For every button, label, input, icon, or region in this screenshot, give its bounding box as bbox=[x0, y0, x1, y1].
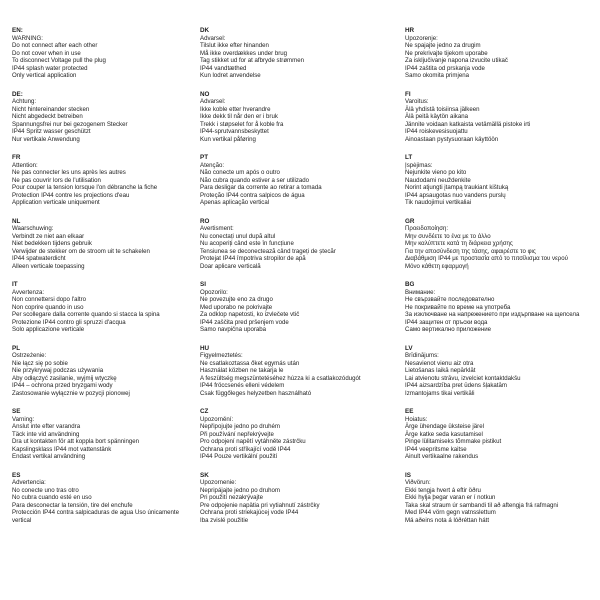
language-code: PL bbox=[12, 344, 21, 352]
warning-heading: Advertencia: bbox=[12, 479, 46, 487]
warning-line: Ekki hylja þegar varan er í notkun bbox=[405, 494, 496, 502]
warning-line: Ainoastaan pystysuoraan käyttöön bbox=[405, 135, 499, 143]
language-code: PT bbox=[200, 154, 209, 161]
warning-line: IP44 spatwaterdicht bbox=[12, 255, 66, 263]
warning-line: Ochrana proti striekajúcej vode IP44 bbox=[200, 509, 299, 517]
warning-line: Alleen verticale toepassing bbox=[12, 262, 85, 270]
warning-block bbox=[12, 27, 200, 91]
warning-line: Μόνο κάθετη εφαρμογή bbox=[405, 262, 469, 270]
language-code: FR bbox=[12, 154, 21, 161]
warning-line: Verwijder de stekker om de stroom uit te schakelen bbox=[12, 247, 150, 255]
warning-line: Pour couper la tension lorsque l'on débranche la fiche bbox=[12, 184, 158, 192]
warning-heading: Avvertenza: bbox=[12, 288, 45, 296]
warning-heading: Avertisment: bbox=[200, 225, 234, 233]
warning-line: Tag stikket ud for at afbryde strømmen bbox=[200, 57, 304, 65]
warning-line: Μην συνδέετε το ένα με το άλλο bbox=[405, 232, 491, 240]
warning-line: Ne pas connecter les uns après les autres bbox=[12, 169, 126, 177]
warning-line: Не покривайте по време на употреба bbox=[405, 303, 511, 311]
warning-line: Za odklop napetosti, ko izvlečete vtič bbox=[200, 311, 300, 319]
warning-block bbox=[12, 154, 200, 218]
warning-line: Ainult vertikaalne rakendus bbox=[405, 453, 479, 461]
warning-line: Használat közben ne takarja le bbox=[200, 367, 284, 375]
warning-line: Nicht abgedeckt betreiben bbox=[12, 113, 83, 121]
language-code: CZ bbox=[200, 408, 209, 415]
warning-heading: Upozornenie: bbox=[200, 479, 237, 487]
warning-line: Apenas aplicação vertical bbox=[200, 199, 270, 207]
warning-line: Protección IP44 contra salpicaduras de agua Uso únicamente bbox=[12, 509, 180, 517]
warning-block bbox=[200, 345, 405, 409]
language-code: IS bbox=[405, 471, 411, 479]
language-code: NL bbox=[12, 217, 21, 225]
warning-line: Trekk i støpselet for å koble fra bbox=[200, 120, 284, 128]
warning-line: Only vertical application bbox=[12, 72, 77, 80]
language-code: SK bbox=[200, 471, 209, 479]
warning-line: IP44 – ochrona przed bryzgami wody bbox=[12, 382, 113, 390]
warning-line: Niet bedekken tijdens gebruik bbox=[12, 240, 92, 248]
warning-line: Do not connect after each other bbox=[12, 42, 98, 50]
warning-line: Lietošanas laikā nepārklāt bbox=[405, 367, 476, 375]
language-code: SI bbox=[200, 281, 206, 288]
warning-block bbox=[405, 27, 600, 91]
warning-line: IP44 splash water protected bbox=[12, 64, 88, 72]
warning-line: Med IP44 vörn gegn vatnsslettum bbox=[405, 509, 496, 517]
warning-line: Taka skal straum úr sambandi til að aftengja frá rafmagni bbox=[405, 501, 559, 509]
warning-heading: Varning: bbox=[12, 415, 35, 423]
warning-line: vertical bbox=[12, 516, 32, 524]
warning-line: Kun vertikal påføring bbox=[200, 135, 256, 143]
warning-line: Ikke dekk til når den er i bruk bbox=[200, 113, 278, 121]
warning-heading: Внимание: bbox=[405, 288, 436, 296]
warning-line: Ikke koble etter hverandre bbox=[200, 105, 271, 113]
warning-line: Nu acoperiți când este în funcțiune bbox=[200, 240, 294, 248]
warning-heading: Upozornění: bbox=[200, 415, 234, 423]
warning-line: Aby odłączyć zasilanie, wyjmij wtyczkę bbox=[12, 374, 117, 382]
warning-line: Protejat IP44 împotriva stropilor de apă bbox=[200, 255, 306, 263]
language-code: EN: bbox=[12, 27, 23, 34]
warning-line: IP44 roiskevesisuojattu bbox=[405, 128, 468, 136]
warning-line: IP44 защитен от пръски вода bbox=[405, 318, 488, 326]
warning-block bbox=[12, 218, 200, 282]
warning-line: Nepripájajte jedno po druhom bbox=[200, 486, 280, 494]
warning-block bbox=[405, 281, 600, 345]
warning-heading: Waarschuwing: bbox=[12, 225, 54, 233]
warning-line: Má aðeins nota á lóðréttan hátt bbox=[405, 516, 490, 524]
warning-line: Για την αποσύνδεση της τάσης, αφαιρέστε το φις bbox=[405, 247, 536, 255]
language-code: RO bbox=[200, 217, 210, 225]
warning-line: Älä peitä käytön aikana bbox=[405, 113, 469, 121]
warning-line: Protezione IP44 contro gli spruzzi d'acqua bbox=[12, 318, 126, 326]
warning-heading: Upozorenje: bbox=[405, 34, 438, 42]
warning-block bbox=[12, 472, 200, 536]
warning-block bbox=[405, 218, 600, 282]
warning-line: Tik naudojimui vertikaliai bbox=[405, 199, 472, 207]
warning-line: Iba zvislé použitie bbox=[200, 516, 249, 524]
warning-line: Dra ut kontakten för att koppla bort spänningen bbox=[12, 438, 140, 446]
warning-line: Ekki tengja hvert á eftir öðru bbox=[405, 486, 481, 494]
language-code: IT bbox=[12, 281, 18, 288]
language-code: LT bbox=[405, 154, 413, 161]
warning-line: Endast vertikal användning bbox=[12, 453, 86, 461]
warning-line: Zastosowanie wyłącznie w pozycji pionowej bbox=[12, 389, 130, 397]
warning-heading: Varoitus: bbox=[405, 98, 429, 106]
warning-block bbox=[200, 472, 405, 536]
language-code: DE: bbox=[12, 90, 23, 98]
warning-line: A feszültség megszüntetéséhez húzza ki a csatlakozódugót bbox=[200, 374, 361, 382]
warning-heading: Opozorilo: bbox=[200, 288, 228, 296]
warning-line: Jännite voidaan katkaista vetämällä pistoke irti bbox=[405, 120, 531, 128]
warning-line: IP44 Pouze vertikální použití bbox=[200, 453, 278, 461]
warning-line: Non connettersi dopo l'altro bbox=[12, 296, 86, 304]
warning-line: IP44 aizsardzība pret ūdens šļakatām bbox=[405, 382, 507, 390]
warning-line: Não conecte um após o outro bbox=[200, 169, 280, 177]
language-code: GR bbox=[405, 217, 415, 225]
warning-line: IP44 zaščita pred pršenjem vode bbox=[200, 318, 289, 326]
warning-line: Ochrana proti stříkající vodě IP44 bbox=[200, 445, 291, 453]
warning-line: No cubra cuando esté en uso bbox=[12, 494, 92, 502]
warning-block bbox=[200, 218, 405, 282]
warning-line: Nesavienot vienu aiz otra bbox=[405, 359, 474, 367]
language-code: BG bbox=[405, 281, 415, 288]
language-code: EE bbox=[405, 408, 414, 415]
warning-line: Para desconectar la tensión, tire del enchufe bbox=[12, 501, 133, 509]
warning-line: За изключване на напрежението при издърпване на щепсела bbox=[405, 311, 580, 319]
warning-line: Lai atvienotu strāvu, izvelciet kontaktdakšu bbox=[405, 374, 521, 382]
warning-line: Ne spajajte jedno za drugim bbox=[405, 42, 481, 50]
warning-heading: Hoiatus: bbox=[405, 415, 428, 423]
warning-line: Izmantojams tikai vertikāli bbox=[405, 389, 475, 397]
warning-line: Per scollegare dalla corrente quando si stacca la spina bbox=[12, 311, 160, 319]
warning-heading: Advarsel: bbox=[200, 98, 226, 106]
warning-line: IP44 vandtæthed bbox=[200, 64, 247, 72]
warning-line: Anslut inte efter varandra bbox=[12, 423, 81, 431]
warning-line: Kun lodret anvendelse bbox=[200, 72, 261, 80]
warning-line: Pre odpojenie napätia pri vytiahnutí zástrčky bbox=[200, 501, 320, 509]
language-code: FI bbox=[405, 90, 411, 98]
language-code: SE bbox=[12, 408, 21, 415]
warning-heading: Προειδοποίηση: bbox=[405, 225, 449, 233]
warning-line: Protection IP44 contre les projections d'eau bbox=[12, 191, 130, 199]
warning-heading: Advarsel: bbox=[200, 34, 226, 42]
warning-line: Não cubra quando estiver a ser utilizado bbox=[200, 176, 310, 184]
warning-line: Do not cover when in use bbox=[12, 49, 81, 57]
warning-heading: Attention: bbox=[12, 161, 38, 169]
warning-line: IP44-sprutvannsbeskyttet bbox=[200, 128, 269, 136]
warning-line: Må ikke overdækkes under brug bbox=[200, 49, 288, 57]
warning-line: IP44 Spritz wasser geschützt bbox=[12, 128, 91, 136]
warning-line: Norint atjungti įtampą traukiant kištuką bbox=[405, 184, 509, 192]
warning-heading: WARNING: bbox=[12, 34, 43, 42]
warning-block bbox=[12, 281, 200, 345]
warning-line: Non coprire quando in uso bbox=[12, 303, 84, 311]
warning-block bbox=[405, 345, 600, 409]
warning-line: IP44 zaštita od prskanja vode bbox=[405, 64, 485, 72]
warning-heading: Ostrzeżenie: bbox=[12, 352, 47, 360]
warning-block bbox=[200, 281, 405, 345]
language-code: ES bbox=[12, 471, 21, 479]
warning-line: IP44 apsaugotas nuo vandens purslų bbox=[405, 191, 506, 199]
warning-line: Pro odpojení napětí vytáhněte zástrčku bbox=[200, 438, 306, 446]
warning-line: Nicht hintereinander stecken bbox=[12, 105, 90, 113]
warning-line: Täck inte vid användning bbox=[12, 430, 80, 438]
warning-line: Nejunkite vieno po kito bbox=[405, 169, 467, 177]
warning-line: Csak függőleges helyzetben használható bbox=[200, 389, 312, 397]
warning-line: Älä yhdistä toisiinsa jälkeen bbox=[405, 105, 480, 113]
warning-line: Ärge katke seda kasutamisel bbox=[405, 430, 483, 438]
language-code: HU bbox=[200, 344, 210, 352]
warning-heading: Atenção: bbox=[200, 161, 225, 169]
warning-block bbox=[405, 91, 600, 155]
warning-line: Samo okomita primjena bbox=[405, 72, 470, 80]
warning-line: Para desligar da corrente ao retirar a tomada bbox=[200, 184, 322, 192]
warning-line: Не свързвайте последователно bbox=[405, 296, 495, 304]
warning-line: IP44 fröccsenés elleni védelem bbox=[200, 382, 285, 390]
warning-block bbox=[405, 408, 600, 472]
warning-block bbox=[200, 27, 405, 91]
warning-line: Nur vertikale Anwendung bbox=[12, 135, 80, 143]
warning-line: Nie przykrywaj podczas używania bbox=[12, 367, 104, 375]
warning-block bbox=[405, 154, 600, 218]
warning-heading: Achtung: bbox=[12, 98, 37, 106]
warning-line: Med uporabo ne pokrivajte bbox=[200, 303, 273, 311]
language-code: HR bbox=[405, 27, 415, 34]
warning-heading: Brīdinājums: bbox=[405, 352, 439, 360]
warning-line: No conecte uno tras otro bbox=[12, 486, 79, 494]
warning-block bbox=[405, 472, 600, 536]
warning-line: Doar aplicare verticală bbox=[200, 262, 261, 270]
warning-line: Verbindt ze niet aan elkaar bbox=[12, 232, 85, 240]
warning-line: Spannungsfrei nur bei gezogenem Stecker bbox=[12, 120, 128, 128]
warning-line: Solo applicazione verticale bbox=[12, 326, 85, 334]
warning-heading: Viðvörun: bbox=[405, 479, 431, 487]
warning-line: Za isključivanje napona izvucite utikač bbox=[405, 57, 508, 65]
language-code: NO bbox=[200, 90, 210, 98]
language-code: DK bbox=[200, 27, 210, 34]
warning-line: Při používání nepřekrývejte bbox=[200, 430, 274, 438]
warning-block bbox=[200, 154, 405, 218]
warning-line: Pri použití nezakrývajte bbox=[200, 494, 263, 502]
warning-block bbox=[12, 91, 200, 155]
warning-line: Ärge ühendage üksteise järel bbox=[405, 423, 484, 431]
warning-line: Ne povezujte eno za drugo bbox=[200, 296, 273, 304]
warning-block bbox=[200, 408, 405, 472]
warning-line: Ne prekrivajte tijekom uporabe bbox=[405, 49, 488, 57]
warning-line: Samo navpična uporaba bbox=[200, 326, 267, 334]
warning-line: Proteção IP44 contra salpicos de água bbox=[200, 191, 305, 199]
warning-line: Kapslingsklass IP44 mot vattenstänk bbox=[12, 445, 112, 453]
language-code: LV bbox=[405, 344, 413, 352]
warning-line: Application verticale uniquement bbox=[12, 199, 100, 207]
warning-line: Nu conectați unul după altul bbox=[200, 232, 276, 240]
warning-line: IP44 veepritsme kaitse bbox=[405, 445, 467, 453]
warning-line: Nie łącz się po sobie bbox=[12, 359, 68, 367]
warning-block bbox=[200, 91, 405, 155]
warning-line: Ne csatlakoztassa őket egymás után bbox=[200, 359, 300, 367]
warning-line: Tilslut ikke efter hinanden bbox=[200, 42, 269, 50]
warning-line: Naudodami neuždenkite bbox=[405, 176, 471, 184]
warning-heading: Įspėjimas: bbox=[405, 161, 433, 169]
warning-line: Διαβάθμιση IP44 με προστασία από το πιτσίλισμα του νερού bbox=[405, 255, 568, 263]
warning-line: Pinge lülitamiseks tõmmake pistikut bbox=[405, 438, 502, 446]
warning-line: Μην καλύπτετε κατά τη διάρκεια χρήσης bbox=[405, 240, 513, 248]
warning-block bbox=[12, 345, 200, 409]
warning-line: To disconnect Voltage pull the plug bbox=[12, 57, 106, 65]
warning-block bbox=[12, 408, 200, 472]
warning-line: Ne pas couvrir lors de l'utilisation bbox=[12, 176, 101, 184]
warning-line: Tensiunea se deconectează când trageți de ștecăr bbox=[200, 247, 336, 255]
warning-line: Само вертикално приложение bbox=[405, 326, 491, 334]
warning-heading: Figyelmeztetés: bbox=[200, 352, 243, 360]
warning-line: Nepřipojujte jedno po druhém bbox=[200, 423, 280, 431]
